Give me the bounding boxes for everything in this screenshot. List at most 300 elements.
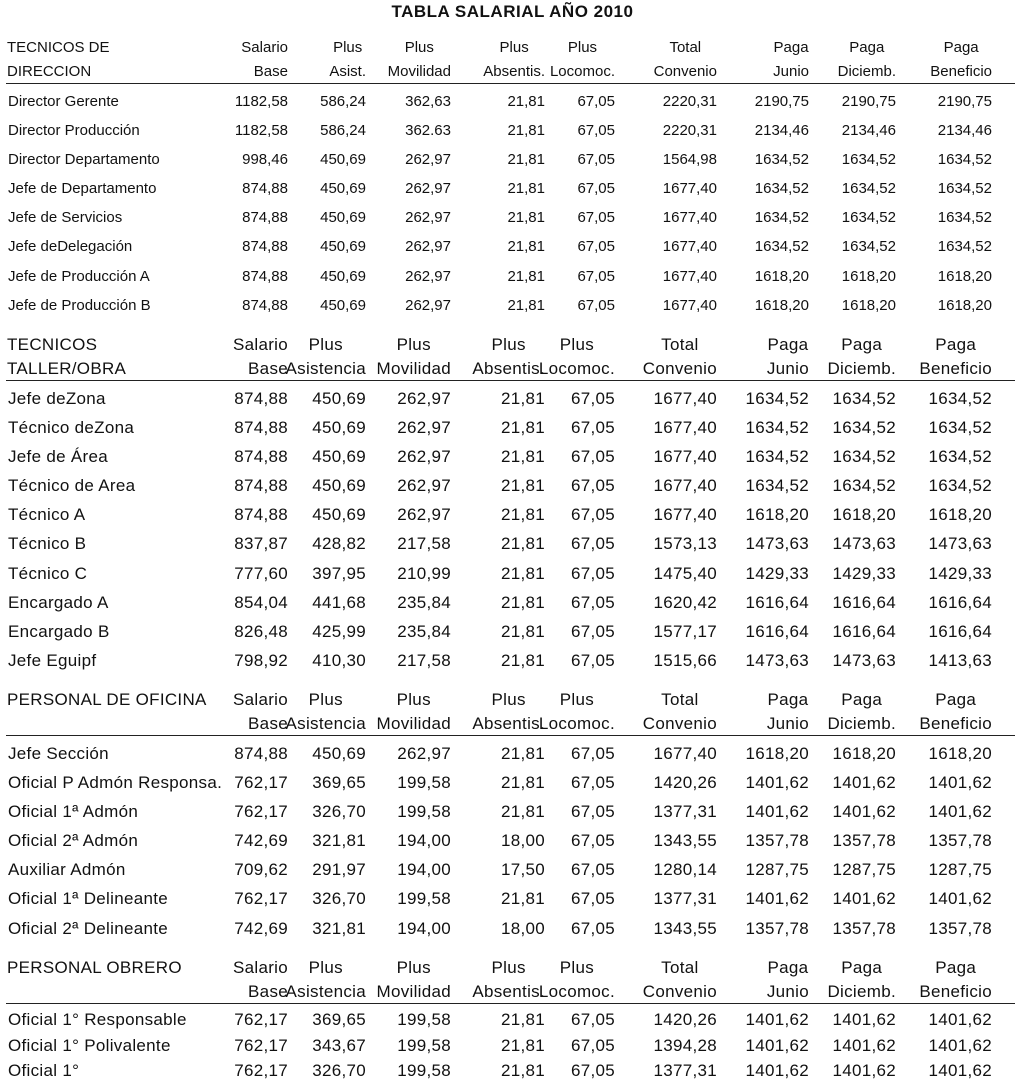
column-header (654, 36, 717, 84)
salary-value-cell: 874,88 (234, 418, 288, 438)
salary-value-cell: 1343,55 (653, 831, 717, 851)
salary-value-cell: 1429,33 (832, 563, 896, 583)
column-header-line: Paga (935, 690, 977, 709)
salary-value-cell: 1401,62 (745, 802, 809, 822)
salary-value-cell: 1564,98 (662, 151, 717, 169)
salary-value-cell: 67,05 (570, 831, 615, 851)
salary-value-cell: 874,88 (242, 296, 288, 314)
column-header (919, 956, 992, 1004)
salary-value-cell: 362,63 (405, 93, 451, 110)
salary-value-cell: 67,05 (570, 476, 615, 496)
salary-value-cell: 1401,62 (928, 889, 992, 909)
job-title-cell: Técnico B (8, 534, 87, 554)
table-row (0, 87, 1025, 116)
column-header-line: Plus (491, 958, 526, 977)
salary-value-cell: 450,69 (320, 180, 366, 198)
job-title-cell: Oficial 1ª Admón (8, 802, 139, 822)
salary-value-cell: 428,82 (312, 534, 366, 554)
salary-value-cell: 874,88 (234, 744, 288, 763)
section-title (7, 688, 207, 712)
salary-value-cell: 326,70 (312, 1061, 366, 1081)
salary-value-cell: 1677,40 (653, 505, 717, 525)
table-row (0, 116, 1025, 145)
salary-value-cell: 450,69 (312, 447, 366, 467)
column-header-line: Plus (308, 690, 343, 709)
salary-value-cell: 450,69 (320, 267, 366, 285)
column-header-line: Diciemb. (837, 63, 896, 80)
salary-value-cell: 21,81 (500, 534, 545, 554)
header-divider (6, 1003, 1015, 1004)
salary-value-cell: 217,58 (397, 534, 451, 554)
salary-value-cell: 1634,52 (754, 180, 809, 198)
salary-value-cell: 21,81 (500, 592, 545, 612)
column-header (472, 333, 545, 381)
salary-value-cell: 1618,20 (832, 744, 896, 763)
salary-value-cell: 586,24 (320, 93, 366, 110)
salary-value-cell: 1634,52 (928, 447, 992, 467)
salary-value-cell: 262,97 (405, 238, 451, 256)
salary-value-cell: 262,97 (397, 505, 451, 525)
job-title-cell: Oficial 2ª Admón (8, 831, 139, 851)
job-title-cell: Jefe de Servicios (8, 209, 123, 227)
column-header-line: Base (248, 359, 288, 378)
salary-value-cell: 1677,40 (653, 744, 717, 763)
table-row (0, 768, 1025, 797)
salary-value-cell: 199,58 (397, 802, 451, 822)
salary-value-cell: 1677,40 (662, 296, 717, 314)
salary-value-cell: 194,00 (397, 860, 451, 880)
salary-value-cell: 1420,26 (653, 773, 717, 793)
salary-value-cell: 1473,63 (832, 650, 896, 670)
column-header (233, 956, 288, 1004)
column-header-line: Locomoc. (549, 63, 615, 80)
salary-value-cell: 410,30 (312, 650, 366, 670)
salary-value-cell: 2220,31 (662, 122, 717, 140)
salary-value-cell: 1677,40 (653, 389, 717, 408)
column-header (539, 688, 615, 736)
column-header (919, 333, 992, 381)
salary-value-cell: 199,58 (397, 1010, 451, 1029)
salary-value-cell: 1634,52 (937, 209, 992, 227)
salary-value-cell: 67,05 (570, 534, 615, 554)
column-header-line: Paga (773, 39, 809, 56)
job-title-cell: Jefe deZona (8, 389, 106, 408)
table-row (0, 797, 1025, 826)
salary-value-cell: 1182,58 (234, 122, 288, 140)
column-header-line: Salario (241, 39, 288, 56)
salary-value-cell: 1287,75 (832, 860, 896, 880)
salary-value-cell: 21,81 (507, 180, 545, 198)
salary-value-cell: 262,97 (405, 151, 451, 169)
salary-value-cell: 1429,33 (928, 563, 992, 583)
salary-value-cell: 874,88 (242, 209, 288, 227)
table-row (0, 262, 1025, 291)
column-header (643, 688, 717, 736)
column-header (539, 333, 615, 381)
column-header-line: Total (661, 958, 699, 977)
salary-value-cell: 1357,78 (745, 918, 809, 938)
table-row (0, 588, 1025, 617)
salary-value-cell: 262,97 (405, 296, 451, 314)
column-header-line: Paga (841, 335, 883, 354)
column-header-line: Locomoc. (538, 359, 615, 378)
table-row (0, 1007, 1025, 1033)
job-title-cell: Oficial 1ª Delineante (8, 889, 169, 909)
salary-value-cell: 1475,40 (653, 563, 717, 583)
column-header (286, 956, 366, 1004)
column-header-line: Diciemb. (827, 982, 896, 1001)
salary-value-cell: 2134,46 (754, 122, 809, 140)
salary-value-cell: 2220,31 (662, 93, 717, 110)
salary-value-cell: 586,24 (320, 122, 366, 140)
column-header-line: Beneficio (930, 63, 992, 80)
column-header-line: Paga (841, 690, 883, 709)
salary-value-cell: 1343,55 (653, 918, 717, 938)
salary-value-cell: 1577,17 (653, 621, 717, 641)
column-header (767, 956, 809, 1004)
salary-value-cell: 1401,62 (745, 1061, 809, 1081)
salary-value-cell: 67,05 (577, 93, 615, 110)
column-header-line: Convenio (642, 359, 717, 378)
header-divider (6, 380, 1015, 381)
salary-value-cell: 1357,78 (745, 831, 809, 851)
column-header-line: Junio (766, 982, 809, 1001)
salary-value-cell: 21,81 (500, 889, 545, 909)
job-title-cell: Técnico A (8, 505, 86, 525)
column-header (539, 956, 615, 1004)
salary-value-cell: 1616,64 (928, 621, 992, 641)
salary-value-cell: 199,58 (397, 1035, 451, 1055)
job-title-cell: Jefe de Producción B (8, 296, 151, 314)
salary-value-cell: 21,81 (507, 93, 545, 110)
column-header-line: Plus (333, 39, 363, 56)
table-row (0, 442, 1025, 471)
column-header-line: Convenio (642, 714, 717, 733)
salary-value-cell: 762,17 (234, 1035, 288, 1055)
column-header (376, 688, 451, 736)
salary-value-cell: 21,81 (500, 476, 545, 496)
table-row (0, 145, 1025, 174)
salary-value-cell: 67,05 (570, 389, 615, 408)
table-row (0, 203, 1025, 232)
column-header (827, 333, 896, 381)
column-header-line: Junio (766, 714, 809, 733)
salary-value-cell: 1401,62 (832, 1061, 896, 1081)
column-header-line: Plus (559, 958, 595, 977)
salary-value-cell: 777,60 (234, 563, 288, 583)
salary-value-cell: 1401,62 (832, 1010, 896, 1029)
salary-value-cell: 1616,64 (832, 621, 896, 641)
salary-value-cell: 1618,20 (928, 744, 992, 763)
column-header (930, 36, 992, 84)
salary-value-cell: 199,58 (397, 889, 451, 909)
table-row (0, 384, 1025, 413)
column-header-line: Total (669, 39, 702, 56)
salary-value-cell: 1634,52 (841, 238, 896, 256)
salary-value-cell: 762,17 (234, 773, 288, 793)
section-tecnicos-taller-obra (0, 333, 1025, 675)
job-title-cell: Encargado A (8, 592, 109, 612)
salary-value-cell: 235,84 (397, 592, 451, 612)
salary-value-cell: 1287,75 (928, 860, 992, 880)
salary-value-cell: 1618,20 (745, 744, 809, 763)
salary-value-cell: 1473,63 (745, 650, 809, 670)
salary-value-cell: 1401,62 (928, 1061, 992, 1081)
job-title-cell: Jefe de Departamento (8, 180, 157, 198)
column-header-line: Plus (499, 39, 529, 56)
salary-value-cell: 1401,62 (832, 802, 896, 822)
section-title-line: TALLER/OBRA (7, 359, 127, 378)
salary-value-cell: 1677,40 (653, 418, 717, 438)
job-title-cell: Director Producción (8, 122, 140, 140)
column-header-line: Movilidad (376, 714, 451, 733)
salary-value-cell: 450,69 (320, 209, 366, 227)
salary-value-cell: 1473,63 (928, 534, 992, 554)
salary-value-cell: 21,81 (507, 267, 545, 285)
header-divider (6, 735, 1015, 736)
salary-value-cell: 1429,33 (745, 563, 809, 583)
salary-value-cell: 837,87 (234, 534, 288, 554)
salary-value-cell: 1634,52 (832, 418, 896, 438)
column-header-line: Paga (943, 39, 979, 56)
column-header (827, 688, 896, 736)
salary-value-cell: 874,88 (242, 267, 288, 285)
job-title-cell: Auxiliar Admón (8, 860, 126, 880)
salary-value-cell: 1401,62 (745, 773, 809, 793)
table-row (0, 232, 1025, 261)
salary-value-cell: 321,81 (312, 831, 366, 851)
job-title-cell: Encargado B (8, 621, 110, 641)
section-title-line: TECNICOS (7, 335, 98, 354)
salary-value-cell: 450,69 (312, 389, 366, 408)
column-header-line: Base (248, 714, 288, 733)
column-header-line: Asist. (329, 63, 366, 80)
section-title-line: TECNICOS DE (7, 39, 110, 56)
salary-value-cell: 1634,52 (745, 476, 809, 496)
salary-value-cell: 854,04 (234, 592, 288, 612)
salary-value-cell: 67,05 (570, 505, 615, 525)
table-body (0, 736, 1025, 943)
salary-value-cell: 1634,52 (928, 418, 992, 438)
salary-value-cell: 709,62 (234, 860, 288, 880)
section-title (7, 36, 110, 84)
job-title-cell: Jefe de Producción A (8, 267, 150, 285)
column-header-line: Plus (396, 335, 431, 354)
salary-value-cell: 1618,20 (841, 267, 896, 285)
salary-value-cell: 441,68 (312, 592, 366, 612)
column-header-line: Absentis. (472, 982, 545, 1001)
column-header-line: Absentis. (483, 63, 545, 80)
salary-value-cell: 67,05 (570, 592, 615, 612)
column-header-line: Convenio (653, 63, 717, 80)
salary-value-cell: 1280,14 (653, 860, 717, 880)
column-header-line: Movilidad (376, 359, 451, 378)
salary-value-cell: 1616,64 (745, 592, 809, 612)
salary-value-cell: 21,81 (500, 389, 545, 408)
section-header (0, 956, 1025, 1004)
salary-value-cell: 450,69 (312, 744, 366, 763)
salary-value-cell: 262,97 (397, 744, 451, 763)
column-header (286, 688, 366, 736)
job-title-cell: Oficial 2ª Delineante (8, 918, 169, 938)
column-header-line: Beneficio (919, 714, 992, 733)
column-header-line: Junio (773, 63, 809, 80)
salary-value-cell: 1401,62 (832, 889, 896, 909)
salary-value-cell: 21,81 (500, 744, 545, 763)
header-divider (6, 83, 1015, 84)
salary-value-cell: 1401,62 (745, 1035, 809, 1055)
job-title-cell: Técnico deZona (8, 418, 135, 438)
salary-value-cell: 1401,62 (832, 773, 896, 793)
salary-value-cell: 262,97 (397, 389, 451, 408)
column-header (767, 688, 809, 736)
salary-value-cell: 1634,52 (754, 151, 809, 169)
section-personal-obrero (0, 956, 1025, 1084)
salary-value-cell: 450,69 (312, 476, 366, 496)
column-header-line: Paga (935, 958, 977, 977)
salary-value-cell: 262,97 (397, 447, 451, 467)
salary-value-cell: 1401,62 (928, 1010, 992, 1029)
salary-value-cell: 450,69 (320, 151, 366, 169)
salary-value-cell: 1634,52 (754, 238, 809, 256)
column-header-line: Diciemb. (827, 714, 896, 733)
column-header-line: Paga (767, 335, 809, 354)
salary-value-cell: 1634,52 (937, 238, 992, 256)
column-header-line: Convenio (642, 982, 717, 1001)
salary-value-cell: 998,46 (242, 151, 288, 169)
salary-value-cell: 1620,42 (653, 592, 717, 612)
column-header-line: Plus (404, 39, 434, 56)
salary-value-cell: 1357,78 (928, 831, 992, 851)
salary-value-cell: 67,05 (577, 267, 615, 285)
table-body (0, 84, 1025, 320)
salary-value-cell: 67,05 (577, 238, 615, 256)
salary-value-cell: 450,69 (312, 418, 366, 438)
salary-value-cell: 762,17 (234, 889, 288, 909)
column-header-line: Plus (559, 335, 595, 354)
column-header-line: Locomoc. (538, 714, 615, 733)
salary-value-cell: 874,88 (234, 505, 288, 525)
salary-value-cell: 21,81 (500, 1061, 545, 1081)
salary-value-cell: 1377,31 (653, 889, 717, 909)
column-header-line: Salario (232, 958, 288, 977)
table-row (0, 1058, 1025, 1084)
salary-value-cell: 67,05 (570, 773, 615, 793)
column-header-line: Paga (767, 690, 809, 709)
column-header (919, 688, 992, 736)
column-header-line: Plus (396, 690, 431, 709)
job-title-cell: Jefe Sección (8, 744, 109, 763)
table-row (0, 500, 1025, 529)
job-title-cell: Director Departamento (8, 151, 160, 169)
salary-value-cell: 1515,66 (653, 650, 717, 670)
job-title-cell: Jefe deDelegación (8, 238, 133, 256)
salary-value-cell: 874,88 (242, 180, 288, 198)
salary-value-cell: 1401,62 (745, 889, 809, 909)
salary-value-cell: 67,05 (570, 447, 615, 467)
salary-value-cell: 1634,52 (745, 447, 809, 467)
salary-value-cell: 1634,52 (937, 180, 992, 198)
section-title-line: PERSONAL DE OFICINA (7, 690, 207, 709)
table-row (0, 559, 1025, 588)
salary-value-cell: 67,05 (570, 418, 615, 438)
salary-value-cell: 1677,40 (662, 267, 717, 285)
column-header (376, 956, 451, 1004)
salary-value-cell: 291,97 (312, 860, 366, 880)
section-header (0, 333, 1025, 381)
job-title-cell: Oficial 1° Responsable (8, 1010, 187, 1029)
salary-value-cell: 1357,78 (832, 918, 896, 938)
table-row (0, 884, 1025, 913)
salary-value-cell: 1618,20 (928, 505, 992, 525)
salary-value-cell: 1401,62 (832, 1035, 896, 1055)
salary-value-cell: 1377,31 (653, 802, 717, 822)
salary-value-cell: 1634,52 (745, 418, 809, 438)
salary-value-cell: 1401,62 (928, 802, 992, 822)
table-row (0, 174, 1025, 203)
column-header (643, 333, 717, 381)
salary-value-cell: 2134,46 (937, 122, 992, 140)
salary-value-cell: 262,97 (397, 476, 451, 496)
salary-value-cell: 2134,46 (841, 122, 896, 140)
salary-value-cell: 67,05 (570, 744, 615, 763)
salary-value-cell: 18,00 (500, 831, 545, 851)
column-header-line: Total (661, 690, 699, 709)
table-row (0, 914, 1025, 943)
salary-value-cell: 21,81 (507, 238, 545, 256)
salary-value-cell: 450,69 (312, 505, 366, 525)
salary-value-cell: 326,70 (312, 889, 366, 909)
table-body (0, 381, 1025, 675)
salary-value-cell: 21,81 (500, 563, 545, 583)
salary-value-cell: 67,05 (577, 209, 615, 227)
salary-value-cell: 21,81 (500, 773, 545, 793)
column-header-line: Paga (767, 958, 809, 977)
salary-value-cell: 1473,63 (832, 534, 896, 554)
column-header (233, 688, 288, 736)
column-header-line: Total (661, 335, 699, 354)
salary-value-cell: 262,97 (405, 267, 451, 285)
salary-value-cell: 1420,26 (653, 1010, 717, 1029)
table-row (0, 291, 1025, 320)
salary-value-cell: 1616,64 (745, 621, 809, 641)
column-header-line: Salario (232, 335, 288, 354)
column-header-line: Absentis. (472, 359, 545, 378)
job-title-cell: Oficial 1° Polivalente (8, 1035, 171, 1055)
salary-value-cell: 1634,52 (745, 389, 809, 408)
column-header (329, 36, 366, 84)
salary-value-cell: 1677,40 (653, 447, 717, 467)
column-header-line: Locomoc. (538, 982, 615, 1001)
column-header-line: Movilidad (387, 63, 451, 80)
salary-value-cell: 1618,20 (937, 267, 992, 285)
salary-value-cell: 1413,63 (928, 650, 992, 670)
salary-value-cell: 369,65 (312, 1010, 366, 1029)
column-header-line: Beneficio (919, 982, 992, 1001)
salary-value-cell: 1401,62 (745, 1010, 809, 1029)
table-row (0, 739, 1025, 768)
salary-value-cell: 826,48 (234, 621, 288, 641)
salary-value-cell: 67,05 (570, 1010, 615, 1029)
section-title-line: DIRECCION (7, 63, 92, 80)
salary-value-cell: 67,05 (570, 860, 615, 880)
salary-value-cell: 450,69 (320, 296, 366, 314)
salary-value-cell: 21,81 (507, 151, 545, 169)
column-header (550, 36, 615, 84)
salary-value-cell: 21,81 (500, 505, 545, 525)
salary-value-cell: 1616,64 (928, 592, 992, 612)
column-header (773, 36, 809, 84)
